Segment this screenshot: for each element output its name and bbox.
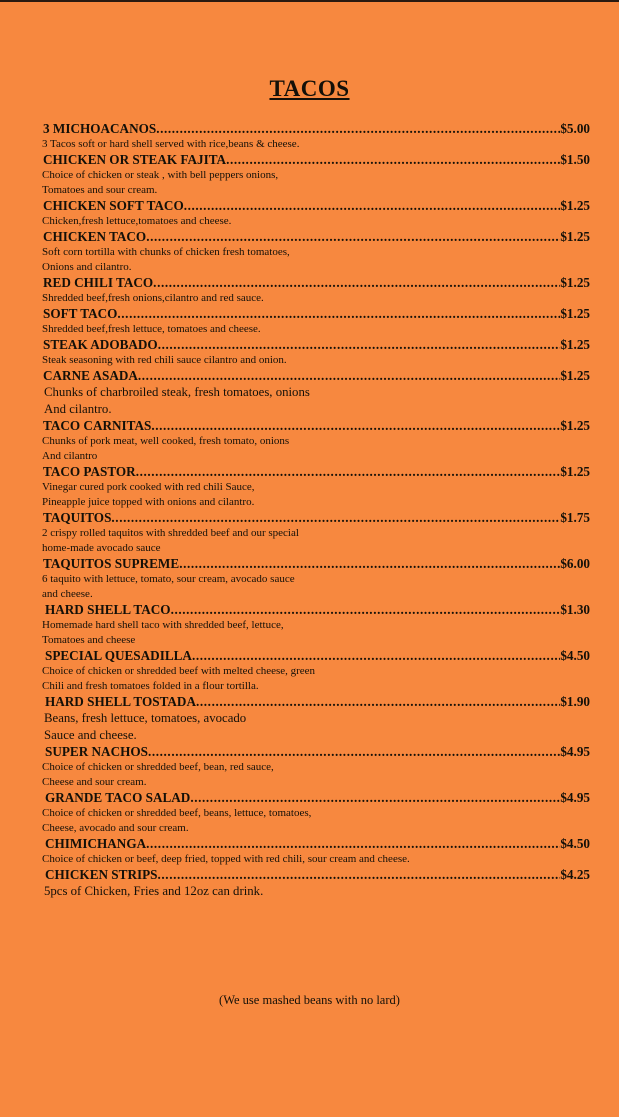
- menu-item: [40, 790, 590, 836]
- description-line: Onions and cilantro.: [42, 261, 132, 273]
- menu-item: [40, 648, 590, 694]
- dot-leader: [196, 694, 560, 710]
- menu-item: [40, 836, 590, 867]
- description-line: Pineapple juice topped with onions and cilantro.: [42, 496, 255, 508]
- menu-item-header: [40, 121, 590, 137]
- menu-item-description: [40, 353, 590, 368]
- menu-item-name: 3 MICHOACANOS: [43, 121, 157, 136]
- menu-item-header: [40, 790, 590, 806]
- dot-leader: [184, 198, 561, 214]
- menu-item-header: [40, 229, 590, 245]
- menu-item-description: [40, 137, 590, 152]
- menu-item-name: TACO PASTOR: [43, 464, 136, 479]
- description-line: 5pcs of Chicken, Fries and 12oz can drink.: [44, 884, 264, 898]
- page-top-edge: [0, 0, 619, 2]
- menu-item: [40, 121, 590, 152]
- dot-leader: [136, 464, 561, 480]
- description-line: Tomatoes and sour cream.: [42, 184, 158, 196]
- dot-leader: [158, 867, 561, 883]
- footer-note: (We use mashed beans with no lard): [219, 993, 400, 1007]
- menu-item-header: [40, 198, 590, 214]
- menu-item-header: [40, 368, 590, 384]
- menu-item-description: [40, 434, 590, 464]
- menu-item-price: $4.95: [560, 744, 590, 759]
- description-line: And cilantro: [42, 450, 98, 462]
- menu-item: [40, 152, 590, 198]
- menu-item-name: RED CHILI TACO: [43, 275, 154, 290]
- dot-leader: [111, 510, 560, 526]
- menu-item-price: $1.25: [560, 198, 590, 213]
- dot-leader: [171, 602, 561, 618]
- menu-item-name: TACO CARNITAS: [43, 418, 152, 433]
- menu-item-name: HARD SHELL TOSTADA: [45, 694, 196, 709]
- menu-item-name: CARNE ASADA: [43, 368, 138, 383]
- menu-item-header: [40, 556, 590, 572]
- menu-item-price: $1.75: [560, 510, 590, 525]
- dot-leader: [158, 337, 561, 353]
- menu-item: [40, 368, 590, 418]
- description-line: 3 Tacos soft or hard shell served with rice,beans & cheese.: [42, 138, 300, 150]
- description-line: Soft corn tortilla with chunks of chicken fresh tomatoes,: [42, 246, 290, 258]
- menu-item: [40, 464, 590, 510]
- menu-item-description: [40, 618, 590, 648]
- description-line: Tomatoes and cheese: [42, 634, 136, 646]
- description-line: Choice of chicken or beef, deep fried, topped with red chili, sour cream and cheese.: [42, 853, 410, 865]
- description-line: Chicken,fresh lettuce,tomatoes and cheese.: [42, 215, 232, 227]
- dot-leader: [146, 229, 560, 245]
- menu-item-description: [40, 168, 590, 198]
- menu-item-name: GRANDE TACO SALAD: [45, 790, 191, 805]
- menu-item-list: [40, 121, 590, 900]
- menu-item-name: TAQUITOS: [43, 510, 112, 525]
- description-line: Chunks of pork meat, well cooked, fresh tomato, onions: [42, 435, 290, 447]
- menu-item-header: [40, 694, 590, 710]
- menu-item: [40, 602, 590, 648]
- menu-item-header: [40, 867, 590, 883]
- menu-item: [40, 275, 590, 306]
- menu-item: [40, 510, 590, 556]
- description-line: Shredded beef,fresh onions,cilantro and red sauce.: [42, 292, 264, 304]
- menu-item-header: [40, 510, 590, 526]
- description-line: 6 taquito with lettuce, tomato, sour cream, avocado sauce: [42, 573, 295, 585]
- menu-item-price: $5.00: [560, 121, 590, 136]
- menu-item-name: CHICKEN OR STEAK FAJITA: [43, 152, 227, 167]
- description-line: Beans, fresh lettuce, tomatoes, avocado: [44, 711, 247, 725]
- menu-item-description: [40, 806, 590, 836]
- menu-item-header: [40, 648, 590, 664]
- menu-item-price: $4.50: [560, 648, 590, 663]
- menu-item: [40, 229, 590, 275]
- description-line: 2 crispy rolled taquitos with shredded beef and our special: [42, 527, 299, 539]
- menu-item-name: STEAK ADOBADO: [43, 337, 158, 352]
- menu-item-price: $1.50: [560, 152, 590, 167]
- menu-item-description: [40, 526, 590, 556]
- menu-item-header: [40, 306, 590, 322]
- page-title: TACOS: [269, 76, 350, 101]
- dot-leader: [151, 418, 560, 434]
- dot-leader: [153, 275, 560, 291]
- menu-item-name: CHIMICHANGA: [45, 836, 147, 851]
- menu-item-header: [40, 152, 590, 168]
- menu-item-price: $4.25: [560, 867, 590, 882]
- menu-item-price: $1.30: [560, 602, 590, 617]
- menu-item-description: [40, 572, 590, 602]
- description-line: Shredded beef,fresh lettuce, tomatoes and cheese.: [42, 323, 261, 335]
- menu-item-header: [40, 464, 590, 480]
- menu-item-name: CHICKEN STRIPS: [45, 867, 158, 882]
- dot-leader: [190, 790, 560, 806]
- dot-leader: [117, 306, 560, 322]
- menu-item-price: $1.25: [560, 368, 590, 383]
- menu-item-price: $1.25: [560, 418, 590, 433]
- description-line: Sauce and cheese.: [44, 728, 137, 742]
- menu-item-description: [40, 322, 590, 337]
- dot-leader: [148, 744, 560, 760]
- menu-item: [40, 556, 590, 602]
- menu-item-price: $1.25: [560, 229, 590, 244]
- menu-item: [40, 867, 590, 900]
- menu-item-price: $1.90: [560, 694, 590, 709]
- dot-leader: [192, 648, 560, 664]
- description-line: Chili and fresh tomatoes folded in a flour tortilla.: [42, 680, 259, 692]
- description-line: Homemade hard shell taco with shredded beef, lettuce,: [42, 619, 284, 631]
- dot-leader: [226, 152, 560, 168]
- menu-item-description: [40, 214, 590, 229]
- menu-item-description: [40, 852, 590, 867]
- menu-item-name: TAQUITOS SUPREME: [43, 556, 180, 571]
- description-line: Vinegar cured pork cooked with red chili Sauce,: [42, 481, 255, 493]
- menu-item-header: [40, 602, 590, 618]
- menu-item-price: $1.25: [560, 464, 590, 479]
- menu-item-price: $1.25: [560, 337, 590, 352]
- menu-item: [40, 694, 590, 744]
- menu-item: [40, 744, 590, 790]
- dot-leader: [156, 121, 560, 137]
- dot-leader: [179, 556, 560, 572]
- menu-item: [40, 337, 590, 368]
- description-line: Choice of chicken or steak , with bell peppers onions,: [42, 169, 279, 181]
- menu-item-description: [40, 291, 590, 306]
- menu-item-description: [40, 664, 590, 694]
- menu-item-description: [40, 384, 590, 418]
- menu-item-name: CHICKEN TACO: [43, 229, 147, 244]
- menu-item-price: $1.25: [560, 275, 590, 290]
- menu-item-name: SUPER NACHOS: [45, 744, 148, 759]
- menu-item-description: [40, 710, 590, 744]
- description-line: home-made avocado sauce: [42, 542, 161, 554]
- menu-item-price: $4.95: [560, 790, 590, 805]
- description-line: Choice of chicken or shredded beef, bean, red sauce,: [42, 761, 274, 773]
- menu-item-header: [40, 418, 590, 434]
- description-line: Cheese, avocado and sour cream.: [42, 822, 189, 834]
- menu-item-name: SOFT TACO: [43, 306, 118, 321]
- description-line: Chunks of charbroiled steak, fresh tomatoes, onions: [44, 385, 310, 399]
- menu-item-header: [40, 337, 590, 353]
- description-line: and cheese.: [42, 588, 93, 600]
- menu-item-name: CHICKEN SOFT TACO: [43, 198, 184, 213]
- description-line: And cilantro.: [44, 402, 112, 416]
- menu-item-price: $4.50: [560, 836, 590, 851]
- description-line: Choice of chicken or shredded beef with melted cheese, green: [42, 665, 316, 677]
- menu-item-name: HARD SHELL TACO: [45, 602, 171, 617]
- description-line: Cheese and sour cream.: [42, 776, 147, 788]
- menu-item-price: $1.25: [560, 306, 590, 321]
- menu-item-header: [40, 836, 590, 852]
- dot-leader: [146, 836, 560, 852]
- menu-item: [40, 306, 590, 337]
- menu-item-header: [40, 744, 590, 760]
- dot-leader: [138, 368, 560, 384]
- menu-item-description: [40, 760, 590, 790]
- description-line: Steak seasoning with red chili sauce cilantro and onion.: [42, 354, 287, 366]
- menu-item-description: [40, 883, 590, 900]
- menu-item-name: SPECIAL QUESADILLA: [45, 648, 192, 663]
- menu-item-description: [40, 245, 590, 275]
- description-line: Choice of chicken or shredded beef, beans, lettuce, tomatoes,: [42, 807, 312, 819]
- menu-item: [40, 418, 590, 464]
- menu-item-description: [40, 480, 590, 510]
- menu-item-header: [40, 275, 590, 291]
- menu-item: [40, 198, 590, 229]
- menu-item-price: $6.00: [560, 556, 590, 571]
